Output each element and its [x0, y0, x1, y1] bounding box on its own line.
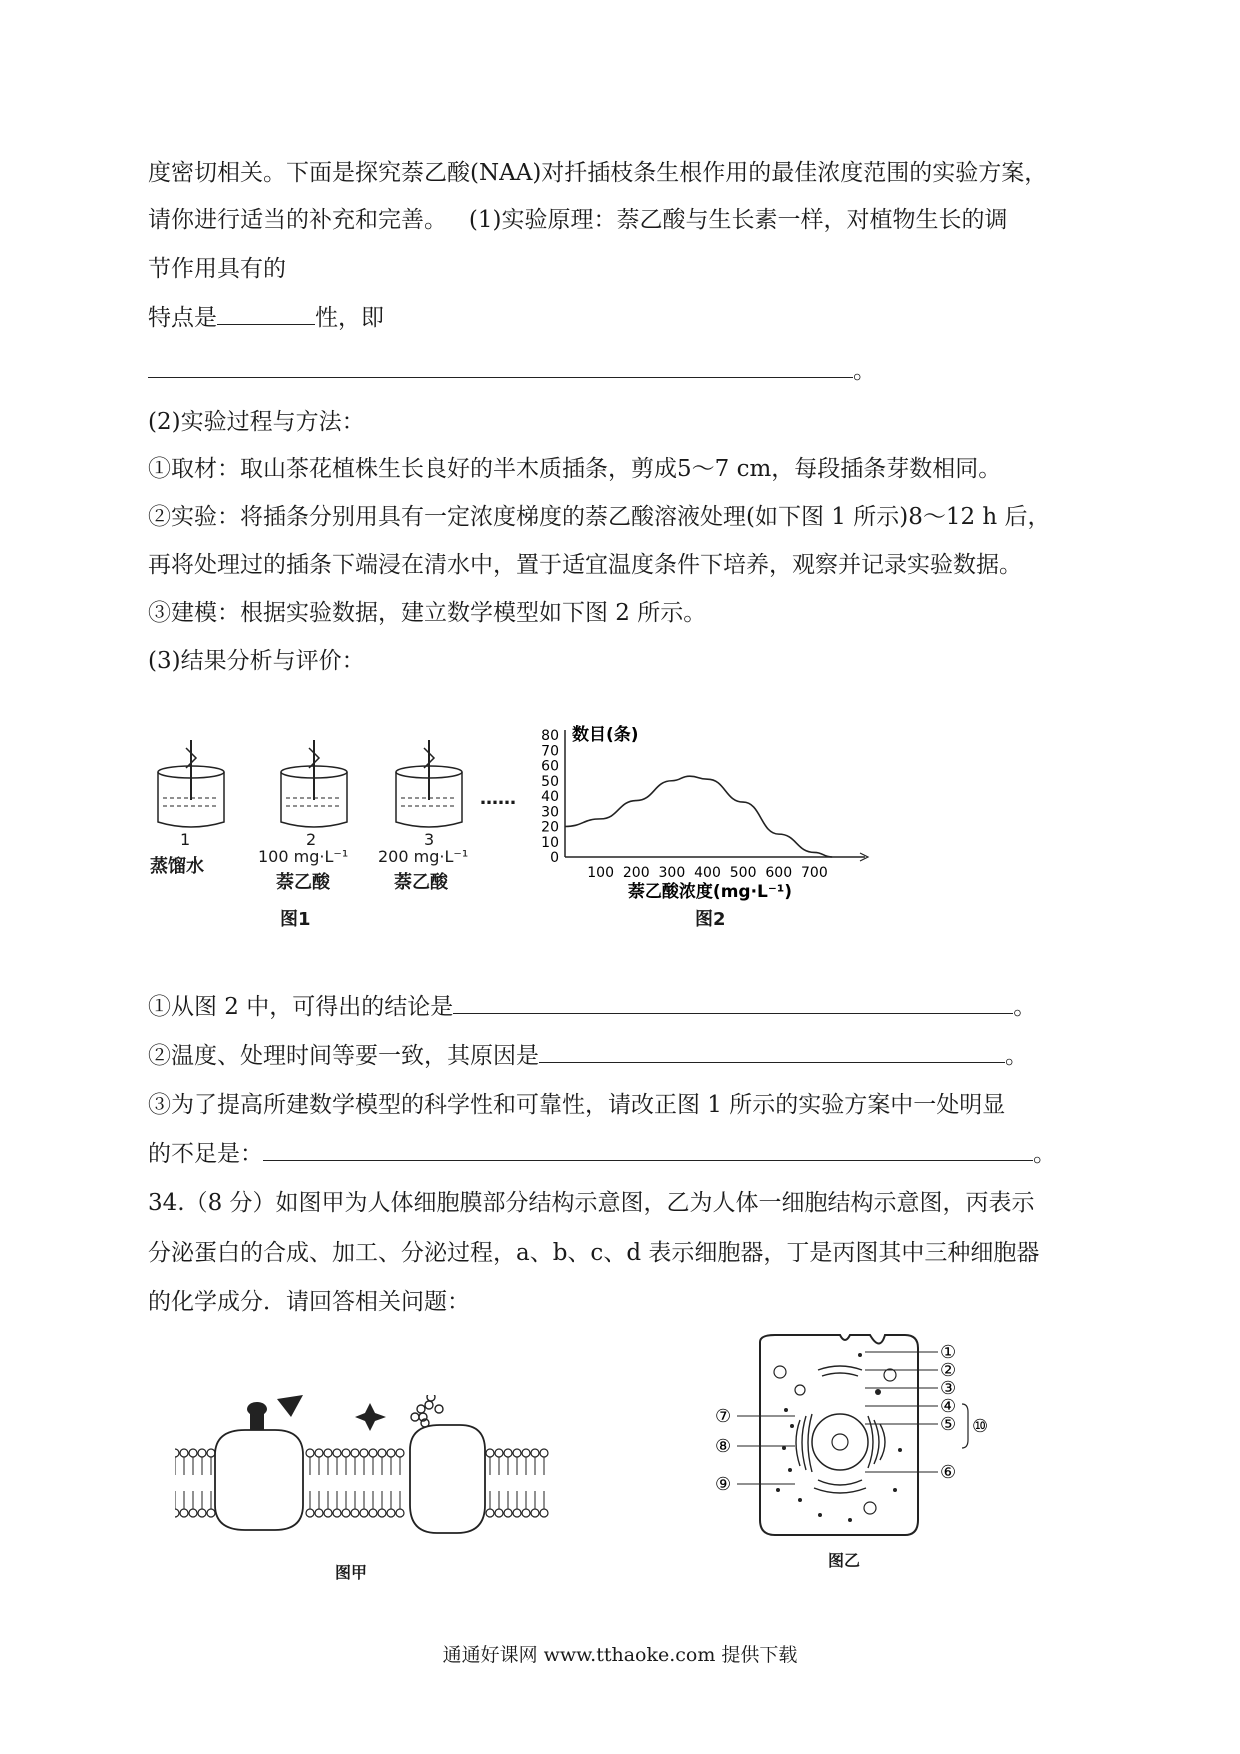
phospholipid-head [342, 1449, 350, 1457]
beaker-1 [158, 740, 224, 827]
y-tick-label: 60 [541, 758, 559, 775]
y-tick-label: 10 [541, 834, 559, 851]
phospholipid-head [342, 1509, 350, 1517]
cell-label: ② [940, 1360, 957, 1381]
answer-blank[interactable] [539, 1042, 1005, 1063]
beaker-label: 蒸馏水 [150, 856, 204, 877]
problem-34-line: 34.（8 分）如图甲为人体细胞膜部分结构示意图，乙为人体一细胞结构示意图，丙表示 [148, 1190, 1035, 1216]
text-line: 度密切相关。下面是探究萘乙酸(NAA)对扦插枝条生根作用的最佳浓度范围的实验方案， [148, 160, 1048, 186]
beaker-conc: 200 mg·L⁻¹ [378, 847, 469, 866]
phospholipid-head [504, 1509, 512, 1517]
phospholipid-head [315, 1509, 323, 1517]
beaker-number: 2 [306, 830, 317, 849]
text-line: 节作用具有的 [148, 256, 286, 282]
cell-label: ⑨ [715, 1474, 732, 1495]
phospholipid-head [306, 1509, 314, 1517]
text-line: ③建模：根据实验数据，建立数学模型如下图 2 所示。 [148, 600, 707, 626]
membrane-protein [215, 1430, 303, 1530]
beaker-label: 萘乙酸 [394, 872, 448, 893]
figure-jia-caption: 图甲 [335, 1563, 368, 1582]
phospholipid-head [351, 1509, 359, 1517]
text-line: ②实验：将插条分别用具有一定浓度梯度的萘乙酸溶液处理(如下图 1 所示)8～12 h 后， [148, 504, 1051, 530]
footer: 通通好课网 www.tthaoke.com 提供下载 [442, 1644, 798, 1666]
phospholipid-head [495, 1509, 503, 1517]
triangle-signal [277, 1395, 303, 1417]
x-tick-label: 300 [658, 865, 686, 881]
beaker-conc: 100 mg·L⁻¹ [258, 847, 349, 866]
phospholipid-head [486, 1509, 494, 1517]
text-line: 再将处理过的插条下端浸在清水中，置于适宜温度条件下培养，观察并记录实验数据。 [148, 552, 1022, 578]
text-line: ①取材：取山茶花植株生长良好的半木质插条，剪成5～7 cm，每段插条芽数相同。 [148, 456, 1002, 482]
phospholipid-head [522, 1449, 530, 1457]
phospholipid-head [306, 1449, 314, 1457]
phospholipid-head [486, 1449, 494, 1457]
phospholipid-head [396, 1509, 404, 1517]
y-tick-label: 0 [550, 850, 559, 866]
y-tick-label: 50 [541, 773, 559, 790]
beaker-number: 1 [180, 830, 191, 849]
x-tick-label: 500 [729, 865, 757, 881]
x-tick-label: 600 [765, 865, 793, 881]
phospholipid-head [198, 1449, 206, 1457]
phospholipid-head [207, 1449, 215, 1457]
x-tick-label: 700 [801, 865, 828, 881]
problem-34-line: 分泌蛋白的合成、加工、分泌过程，a、b、c、d 表示细胞器，丁是丙图其中三种细胞器 [148, 1240, 1040, 1266]
phospholipid-head [175, 1509, 179, 1517]
answer-blank[interactable] [263, 1140, 1033, 1161]
phospholipid-head [351, 1449, 359, 1457]
beaker-number: 3 [424, 830, 435, 849]
phospholipid-head [369, 1509, 377, 1517]
phospholipid-head [513, 1509, 521, 1517]
x-axis-label: 萘乙酸浓度(mg·L⁻¹) [627, 882, 793, 902]
problem-34-line: 的化学成分．请回答相关问题： [148, 1289, 470, 1315]
phospholipid-head [180, 1509, 188, 1517]
x-tick-label: 200 [622, 865, 650, 881]
cell-label: ⑤ [940, 1414, 957, 1435]
answer-blank[interactable] [148, 357, 853, 378]
bracket [962, 1404, 968, 1448]
phospholipid-head [333, 1449, 341, 1457]
phospholipid-head [180, 1449, 188, 1457]
text-line: 请你进行适当的补充和完善。 (1)实验原理：萘乙酸与生长素一样，对植物生长的调 [148, 207, 1008, 233]
phospholipid-head [378, 1449, 386, 1457]
phospholipid-head [513, 1449, 521, 1457]
x-tick-label: 100 [587, 865, 614, 881]
series-line [565, 776, 832, 857]
beaker-label: 萘乙酸 [276, 872, 330, 893]
question-1: ①从图 2 中，可得出的结论是 。 [148, 994, 1037, 1020]
phospholipid-head [369, 1449, 377, 1457]
figure-yi-cell [700, 1330, 1020, 1545]
section-heading: (3)结果分析与评价： [148, 648, 365, 674]
cell-label: ⑥ [940, 1462, 957, 1483]
answer-blank[interactable] [217, 304, 315, 325]
phospholipid-head [189, 1509, 197, 1517]
cell-label: ③ [940, 1378, 957, 1399]
y-tick-label: 80 [541, 728, 559, 744]
phospholipid-head [360, 1509, 368, 1517]
text-line: 特点是 性，即 [148, 305, 384, 331]
phospholipid-head [495, 1449, 503, 1457]
y-tick-label: 20 [541, 819, 559, 836]
ellipsis-dots: …… [480, 788, 516, 809]
y-tick-label: 70 [541, 743, 559, 760]
beaker-3 [396, 740, 462, 827]
figure-jia-membrane [175, 1395, 555, 1555]
cell-label: ⑦ [715, 1406, 732, 1427]
section-heading: (2)实验过程与方法： [148, 409, 365, 435]
phospholipid-head [540, 1449, 548, 1457]
figure-yi-caption: 图乙 [828, 1551, 861, 1570]
phospholipid-head [540, 1509, 548, 1517]
phospholipid-head [531, 1509, 539, 1517]
phospholipid-head [333, 1509, 341, 1517]
text-line: 。 [148, 356, 876, 386]
membrane-protein [410, 1425, 485, 1533]
phospholipid-head [387, 1509, 395, 1517]
y-tick-label: 30 [541, 804, 559, 821]
figure-2-caption: 图2 [695, 909, 726, 930]
y-axis-label: 数目(条) [572, 725, 639, 745]
phospholipid-head [324, 1449, 332, 1457]
phospholipid-head [207, 1509, 215, 1517]
question-2: ②温度、处理时间等要一致，其原因是 。 [148, 1043, 1028, 1069]
phospholipid-head [175, 1449, 179, 1457]
question-3-cont: 的不足是： 。 [148, 1141, 1056, 1167]
figure-2-chart [520, 725, 880, 915]
phospholipid-head [189, 1449, 197, 1457]
phospholipid-head [396, 1449, 404, 1457]
phospholipid-head [531, 1449, 539, 1457]
phospholipid-head [315, 1449, 323, 1457]
star-signal [355, 1403, 386, 1431]
phospholipid-head [387, 1449, 395, 1457]
phospholipid-head [324, 1509, 332, 1517]
phospholipid-head [360, 1449, 368, 1457]
cell-label: ⑩ [972, 1416, 989, 1437]
x-tick-label: 400 [694, 865, 721, 881]
answer-blank[interactable] [453, 993, 1013, 1014]
phospholipid-head [504, 1449, 512, 1457]
y-tick-label: 40 [541, 789, 559, 805]
phospholipid-head [378, 1509, 386, 1517]
nucleus [812, 1414, 868, 1470]
cell-label: ⑧ [715, 1436, 732, 1457]
figure-1-caption: 图1 [280, 909, 311, 930]
phospholipid-head [522, 1509, 530, 1517]
cell-label: ④ [940, 1396, 957, 1417]
cell-label: ① [940, 1342, 957, 1363]
beaker-2 [281, 740, 347, 827]
question-3: ③为了提高所建数学模型的科学性和可靠性，请改正图 1 所示的实验方案中一处明显 [148, 1092, 1006, 1118]
phospholipid-head [198, 1509, 206, 1517]
